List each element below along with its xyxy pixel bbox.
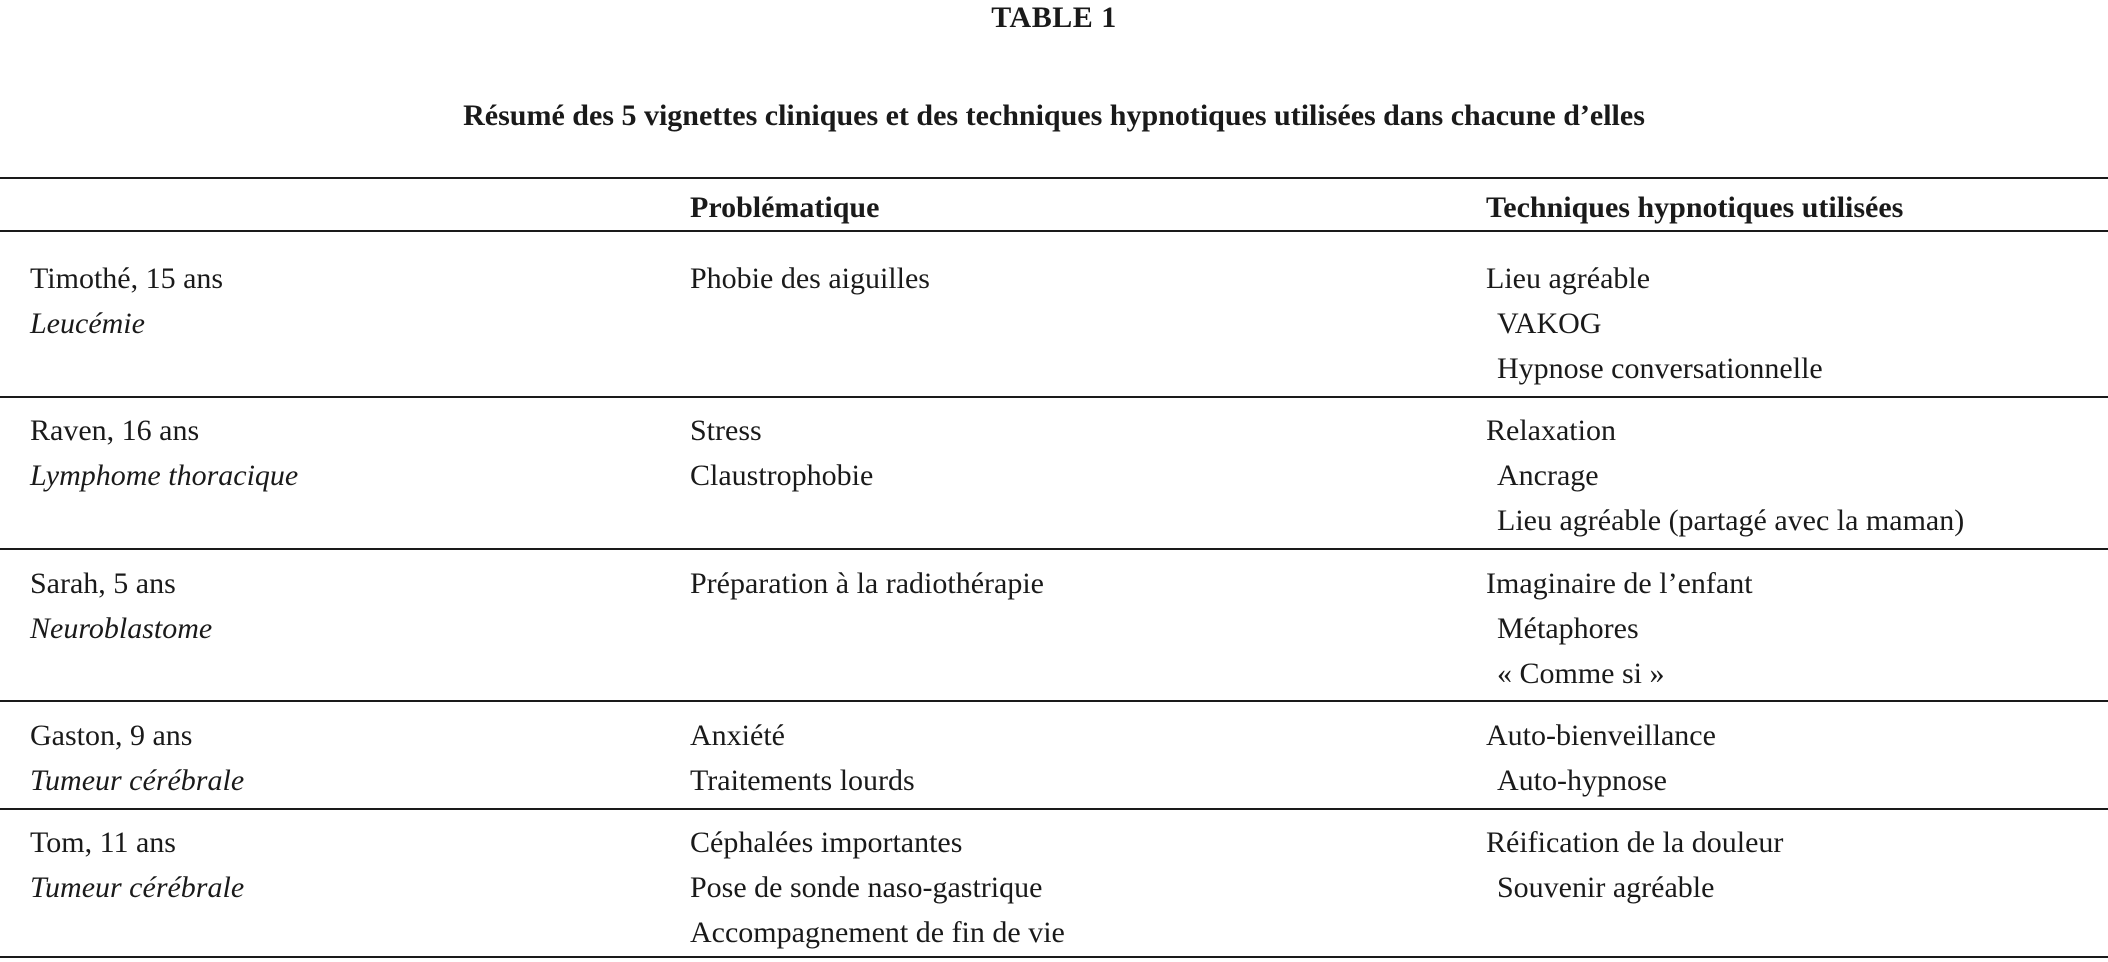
patient-name: Timothé, 15 ans bbox=[30, 262, 224, 295]
techniques-cell bbox=[1486, 713, 1716, 803]
patient-diagnosis: Leucémie bbox=[30, 307, 145, 340]
patient-diagnosis: Tumeur cérébrale bbox=[30, 871, 245, 904]
top-rule bbox=[0, 177, 2108, 179]
patient-cell bbox=[30, 561, 212, 651]
header-rule bbox=[0, 230, 2108, 232]
patient-name: Tom, 11 ans bbox=[30, 826, 176, 859]
technique-item: Réification de la douleur bbox=[1486, 826, 1784, 859]
problem-item: Phobie des aiguilles bbox=[690, 262, 930, 295]
technique-item: Ancrage bbox=[1497, 459, 1599, 492]
techniques-cell bbox=[1486, 408, 1964, 543]
patient-cell bbox=[30, 820, 244, 910]
technique-item: « Comme si » bbox=[1497, 657, 1665, 690]
problems-cell bbox=[690, 713, 915, 803]
patient-cell bbox=[30, 408, 298, 498]
technique-item: VAKOG bbox=[1497, 307, 1602, 340]
technique-item: Souvenir agréable bbox=[1497, 871, 1715, 904]
technique-item: Hypnose conversationnelle bbox=[1497, 352, 1823, 385]
problems-cell bbox=[690, 408, 873, 498]
problem-item: Claustrophobie bbox=[690, 459, 874, 492]
problem-item: Traitements lourds bbox=[690, 764, 915, 797]
problems-cell bbox=[690, 561, 1044, 606]
technique-item: Relaxation bbox=[1486, 414, 1616, 447]
problem-item: Accompagnement de fin de vie bbox=[690, 916, 1065, 949]
technique-item: Auto-hypnose bbox=[1497, 764, 1667, 797]
table-label: TABLE 1 bbox=[991, 1, 1117, 34]
problem-item: Préparation à la radiothérapie bbox=[690, 567, 1044, 600]
patient-name: Gaston, 9 ans bbox=[30, 719, 193, 752]
table-caption: Résumé des 5 vignettes cliniques et des techniques hypnotiques utilisées dans chacune d’elles bbox=[463, 99, 1645, 132]
patient-diagnosis: Lymphome thoracique bbox=[30, 459, 299, 492]
problems-cell bbox=[690, 256, 930, 301]
patient-name: Sarah, 5 ans bbox=[30, 567, 176, 600]
row-divider bbox=[0, 548, 2108, 550]
patient-diagnosis: Tumeur cérébrale bbox=[30, 764, 245, 797]
technique-item: Imaginaire de l’enfant bbox=[1486, 567, 1753, 600]
header-techniques: Techniques hypnotiques utilisées bbox=[1486, 191, 1904, 224]
patient-diagnosis: Neuroblastome bbox=[30, 612, 213, 645]
technique-item: Métaphores bbox=[1497, 612, 1639, 645]
problem-item: Pose de sonde naso-gastrique bbox=[690, 871, 1043, 904]
technique-item: Auto-bienveillance bbox=[1486, 719, 1716, 752]
patient-cell bbox=[30, 256, 223, 346]
patient-cell bbox=[30, 713, 244, 803]
row-divider bbox=[0, 808, 2108, 810]
technique-item: Lieu agréable bbox=[1486, 262, 1651, 295]
patient-name: Raven, 16 ans bbox=[30, 414, 200, 447]
bottom-rule bbox=[0, 956, 2108, 958]
problem-item: Anxiété bbox=[690, 719, 785, 752]
technique-item: Lieu agréable (partagé avec la maman) bbox=[1497, 504, 1965, 537]
techniques-cell bbox=[1486, 820, 1783, 910]
techniques-cell bbox=[1486, 561, 1753, 696]
techniques-cell bbox=[1486, 256, 1823, 391]
row-divider bbox=[0, 396, 2108, 398]
problem-item: Stress bbox=[690, 414, 762, 447]
row-divider bbox=[0, 700, 2108, 702]
problems-cell bbox=[690, 820, 1065, 955]
problem-item: Céphalées importantes bbox=[690, 826, 963, 859]
header-problematique: Problématique bbox=[690, 191, 880, 224]
